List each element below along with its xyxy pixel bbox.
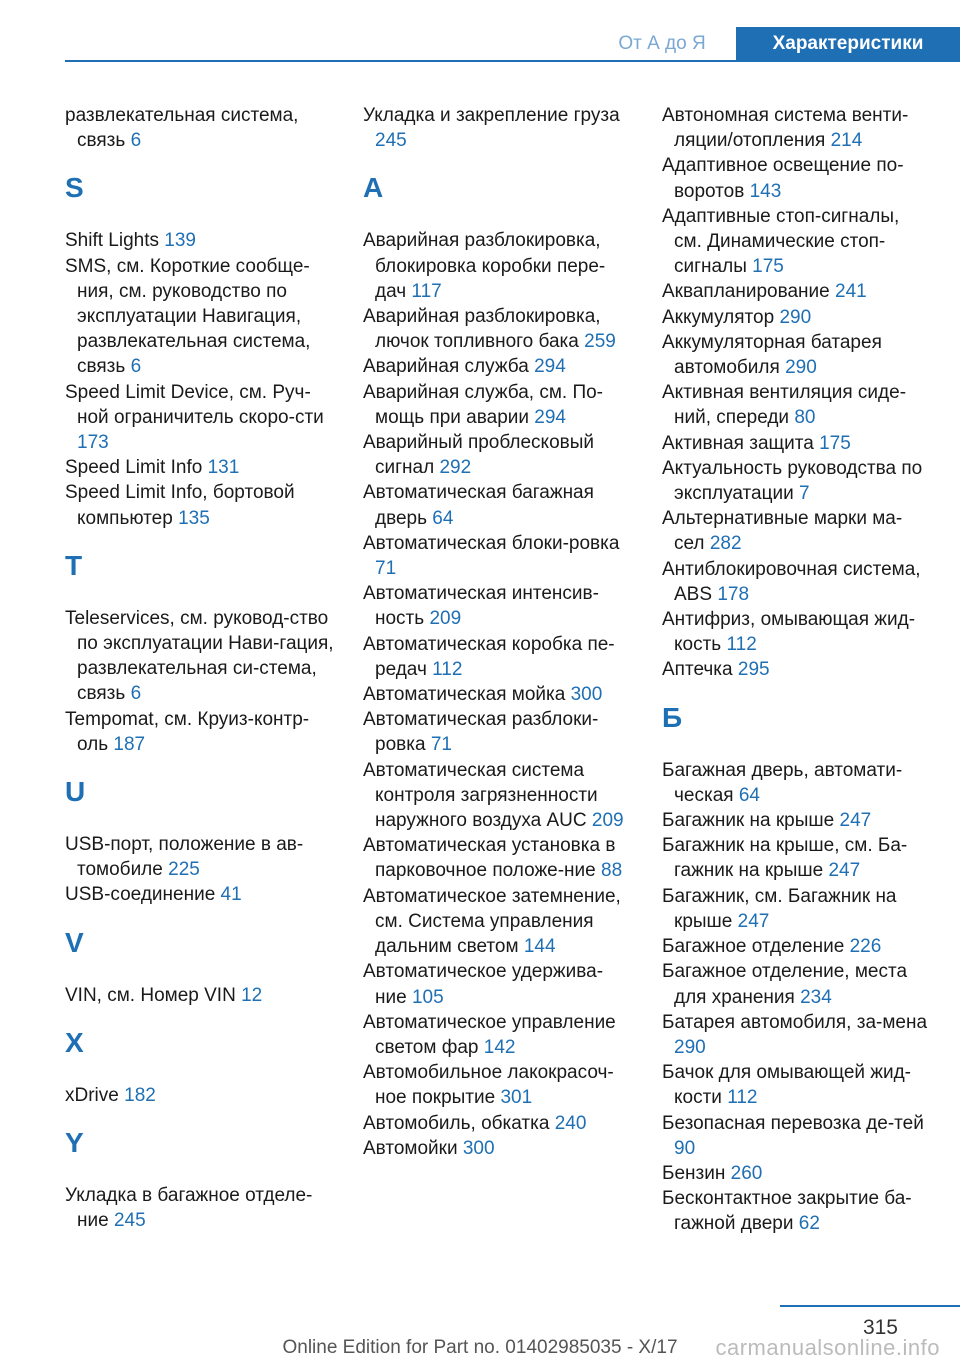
index-entry-text: Tempomat, см. Круиз-контр-оль <box>65 708 310 755</box>
index-entry <box>662 279 932 304</box>
page-link[interactable]: 187 <box>113 733 146 755</box>
index-entry <box>65 1083 335 1108</box>
page-link[interactable]: 294 <box>534 356 566 378</box>
index-entry <box>65 103 335 153</box>
page-link[interactable]: 214 <box>830 130 863 152</box>
index-entry-text: Активная защита <box>662 432 814 454</box>
page-link[interactable]: 247 <box>737 910 770 932</box>
index-entry <box>662 1060 932 1110</box>
index-entry <box>662 431 932 456</box>
index-entry-text: развлекательная система, связь <box>65 105 299 152</box>
index-entry-text: Бензин <box>662 1162 726 1184</box>
index-entry-text: Антифриз, омывающая жид-кость <box>662 609 916 656</box>
index-entry-text: Аварийная служба <box>363 356 529 378</box>
index-entry <box>363 959 633 1009</box>
index-entry <box>662 380 932 430</box>
index-entry <box>65 380 335 456</box>
page-link[interactable]: 292 <box>439 457 472 479</box>
page-link[interactable]: 241 <box>835 281 867 303</box>
index-letter-heading: А <box>363 172 384 204</box>
index-entry <box>363 103 633 153</box>
page-link[interactable]: 71 <box>375 558 397 580</box>
index-entry <box>662 456 932 506</box>
index-entry-text: VIN, см. Номер VIN <box>65 984 236 1006</box>
index-entry-text: Укладка и закрепление груза <box>363 105 620 126</box>
index-entry <box>662 305 932 330</box>
index-entry <box>662 833 932 883</box>
page-link[interactable]: 12 <box>241 984 263 1006</box>
page-link[interactable]: 62 <box>798 1213 820 1235</box>
index-entry <box>662 506 932 556</box>
page-link[interactable]: 7 <box>798 483 810 505</box>
watermark: carmanualsonline.info <box>715 1335 940 1360</box>
index-entry-text: Актуальность руководства по эксплуатации <box>662 457 923 505</box>
page-link[interactable]: 175 <box>819 432 851 454</box>
page-link[interactable]: 225 <box>168 859 200 881</box>
index-entry-text: SMS, см. Короткие сообще-ния, см. руководство по эксплуатации Навигация, развлекательная система, связь <box>65 255 311 378</box>
index-entry-text: Батарея автомобиля, за-мена <box>662 1011 928 1033</box>
page-link[interactable]: 209 <box>429 608 462 630</box>
page-link[interactable]: 247 <box>839 810 872 832</box>
index-entry <box>363 884 633 960</box>
index-entry <box>65 1183 335 1233</box>
index-entry <box>363 480 633 530</box>
page-link[interactable]: 178 <box>717 583 750 605</box>
index-entry <box>65 455 335 480</box>
page-link[interactable]: 144 <box>523 936 556 958</box>
index-entry-text: Багажное отделение <box>662 936 845 958</box>
page-link[interactable]: 295 <box>737 659 770 681</box>
index-entry <box>65 707 335 757</box>
index-letter-heading: Б <box>662 701 683 733</box>
index-entry <box>65 882 335 907</box>
page-link[interactable]: 71 <box>430 734 452 756</box>
index-entry <box>662 758 932 808</box>
edition-note: Online Edition for Part no. 01402985035 - X/17 <box>282 1337 678 1358</box>
index-entry <box>363 1010 633 1060</box>
index-entry-text: Speed Limit Device, см. Руч-ной ограничитель скоро-сти <box>65 381 324 428</box>
page-link[interactable]: 6 <box>130 356 142 378</box>
index-entry <box>662 103 932 153</box>
index-entry <box>363 380 633 430</box>
index-letter-heading: V <box>65 926 84 958</box>
page-link[interactable]: 143 <box>749 180 782 202</box>
index-entry-text: Аварийная разблокировка, лючок топливного бака <box>363 306 601 353</box>
page-link[interactable]: 300 <box>462 1137 495 1159</box>
index-entry-text: Автомобильное лакокрасоч-ное покрытие <box>363 1062 614 1109</box>
index-entry-text: Багажное отделение, места для хранения <box>662 961 908 1008</box>
index-entry-text: Автоматическая система контроля загрязненности наружного воздуха AUC <box>363 759 598 832</box>
page-link[interactable]: 294 <box>534 406 566 428</box>
index-entry-text: Альтернативные марки ма-сел <box>662 508 903 555</box>
index-entry-text: Аварийная разблокировка, блокировка коробки пере-дач <box>363 230 606 302</box>
index-entry <box>662 884 932 934</box>
index-entry-text: Автоматическая коробка пе-редач <box>363 633 615 680</box>
index-entry-text: Багажник на крыше <box>662 810 835 832</box>
index-entry <box>662 607 932 657</box>
index-entry <box>662 557 932 607</box>
page-link[interactable]: 112 <box>432 658 463 680</box>
index-entry-text: Бесконтактное закрытие ба-гажной двери <box>662 1188 912 1235</box>
index-entry-text: Бачок для омывающей жид-кости <box>662 1062 912 1109</box>
page-link[interactable]: 64 <box>738 784 760 806</box>
index-entry-text: Активная вентиляция сиде-ний, спереди <box>662 382 907 429</box>
index-entry <box>65 983 335 1008</box>
index-entry <box>363 1060 633 1110</box>
index-entry <box>363 1136 633 1161</box>
index-entry-text: Антиблокировочная система, ABS <box>662 558 921 605</box>
header-rule <box>65 60 960 62</box>
page-link[interactable]: 112 <box>726 634 757 656</box>
page-link[interactable]: 209 <box>591 810 624 832</box>
page-link[interactable]: 112 <box>727 1087 758 1109</box>
index-entry-text: Багажник, см. Багажник на крыше <box>662 885 897 932</box>
page-link[interactable]: 226 <box>849 936 882 958</box>
index-entry <box>662 330 932 380</box>
index-entry-text: Аккумулятор <box>662 306 775 328</box>
page-link[interactable]: 290 <box>779 306 812 328</box>
page-link[interactable]: 290 <box>674 1036 706 1058</box>
page-link[interactable]: 301 <box>500 1087 533 1109</box>
page-link[interactable]: 117 <box>411 280 442 302</box>
page-link[interactable]: 88 <box>601 860 623 882</box>
index-entry-text: Автоматическая блоки-ровка <box>363 532 620 554</box>
footer-rule <box>780 1305 960 1307</box>
index-entry-text: xDrive <box>65 1084 119 1106</box>
page-link[interactable]: 290 <box>785 357 817 379</box>
index-entry <box>363 632 633 682</box>
index-entry <box>65 480 335 530</box>
page-link[interactable]: 282 <box>709 533 742 555</box>
index-entry-text: Teleservices, см. руковод-ство по эксплуатации Нави-гация, развлекательная си-стема, связь <box>65 607 334 705</box>
page-link[interactable]: 245 <box>113 1210 146 1232</box>
index-entry-text: Автоматическая разблоки-ровка <box>363 709 599 756</box>
index-entry-text: Автоматическое управление светом фар <box>363 1011 616 1058</box>
index-entry <box>363 833 633 883</box>
index-column-3 <box>662 103 932 1237</box>
index-entry-text: USB-соединение <box>65 884 216 906</box>
index-letter-heading: T <box>65 549 83 581</box>
index-entry-text: USB-порт, положение в ав-томобиле <box>65 834 304 881</box>
page-link[interactable]: 64 <box>432 507 454 529</box>
page-link[interactable]: 6 <box>130 683 142 705</box>
index-entry-text: Автоматическое удержива-ние <box>363 961 604 1008</box>
page-link[interactable]: 105 <box>411 986 444 1008</box>
index-entry <box>363 304 633 354</box>
page-link[interactable]: 247 <box>828 860 861 882</box>
index-entry <box>363 531 633 581</box>
index-letter-heading: X <box>65 1026 84 1058</box>
index-entry <box>363 430 633 480</box>
index-entry-text: Аккумуляторная батарея автомобиля <box>662 331 882 379</box>
page-link[interactable]: 6 <box>130 130 142 152</box>
index-entry-text: Аварийный проблесковый сигнал <box>363 432 595 479</box>
breadcrumb-az[interactable]: От А до Я <box>618 33 706 54</box>
page-link[interactable]: 234 <box>800 986 832 1008</box>
page-link[interactable]: 240 <box>554 1112 587 1134</box>
index-entry-text: Автоматическое затемнение, см. Система управления дальним светом <box>363 885 621 958</box>
index-entry-text: Адаптивные стоп-сигналы, см. Динамические стоп-сигналы <box>662 205 900 278</box>
index-entry <box>662 1111 932 1161</box>
index-entry <box>65 832 335 882</box>
index-entry <box>662 1161 932 1186</box>
page-link[interactable]: 139 <box>164 230 196 252</box>
index-entry <box>662 657 932 682</box>
page-header <box>0 0 960 63</box>
index-entry <box>363 707 633 757</box>
index-entry <box>662 153 932 203</box>
page-link[interactable]: 41 <box>220 884 242 906</box>
index-entry-text: Автоматическая установка в парковочное положе-ние <box>363 835 616 882</box>
page-link[interactable]: 245 <box>375 130 407 152</box>
index-entry <box>662 959 932 1009</box>
index-entry <box>363 758 633 834</box>
index-entry <box>363 682 633 707</box>
page-link[interactable]: 300 <box>570 684 603 706</box>
page-link[interactable]: 80 <box>794 407 816 429</box>
index-entry-text: Адаптивное освещение по-воротов <box>662 155 904 202</box>
index-entry-text: Автоматическая интенсив-ность <box>363 583 599 630</box>
page-link[interactable]: 90 <box>674 1137 696 1159</box>
index-letter-heading: Y <box>65 1127 84 1159</box>
index-entry <box>65 606 335 707</box>
section-tab[interactable]: Характеристики <box>736 27 960 60</box>
page-link[interactable]: 142 <box>483 1036 516 1058</box>
page-link[interactable]: 175 <box>752 256 784 278</box>
index-entry-text: Аптечка <box>662 659 733 681</box>
index-column-1 <box>65 103 335 1233</box>
index-entry-text: Аквапланирование <box>662 281 830 303</box>
index-entry-text: Speed Limit Info, бортовой компьютер <box>65 482 295 529</box>
index-entry-text: Аварийная служба, см. По-мощь при аварии <box>363 381 604 428</box>
index-entry-text: Автомобиль, обкатка <box>363 1112 550 1134</box>
index-entry <box>662 1010 932 1060</box>
index-entry-text: Багажник на крыше, см. Ба-гажник на крыше <box>662 835 908 882</box>
index-entry <box>662 1186 932 1236</box>
page-link[interactable]: 182 <box>124 1084 156 1106</box>
index-entry <box>363 354 633 379</box>
index-letter-heading: U <box>65 776 86 808</box>
index-entry-text: Автономная система венти-ляции/отопления <box>662 105 909 152</box>
index-entry <box>363 1111 633 1136</box>
index-entry-text: Багажная дверь, автомати-ческая <box>662 759 903 806</box>
index-entry-text: Безопасная перевозка де-тей <box>662 1112 924 1134</box>
index-entry <box>363 581 633 631</box>
page-link[interactable]: 260 <box>730 1162 763 1184</box>
index-entry <box>65 228 335 253</box>
index-entry <box>65 254 335 380</box>
index-entry-text: Автомойки <box>363 1137 458 1159</box>
index-entry <box>662 934 932 959</box>
index-entry-text: Shift Lights <box>65 230 159 252</box>
page-link[interactable]: 173 <box>77 432 109 454</box>
page-link[interactable]: 135 <box>178 507 210 529</box>
index-entry-text: Автоматическая багажная дверь <box>363 482 594 529</box>
index-entry <box>662 204 932 280</box>
page-link[interactable]: 259 <box>584 331 616 353</box>
page-number: 315 <box>862 1316 898 1339</box>
index-entry-text: Автоматическая мойка <box>363 684 566 706</box>
index-entry <box>662 808 932 833</box>
page-link[interactable]: 131 <box>207 457 240 479</box>
index-letter-heading: S <box>65 172 84 204</box>
index-entry-text: Укладка в багажное отделе-ние <box>65 1185 313 1232</box>
index-column-2 <box>363 103 633 1161</box>
index-entry-text: Speed Limit Info <box>65 457 203 479</box>
index-entry <box>363 228 633 304</box>
